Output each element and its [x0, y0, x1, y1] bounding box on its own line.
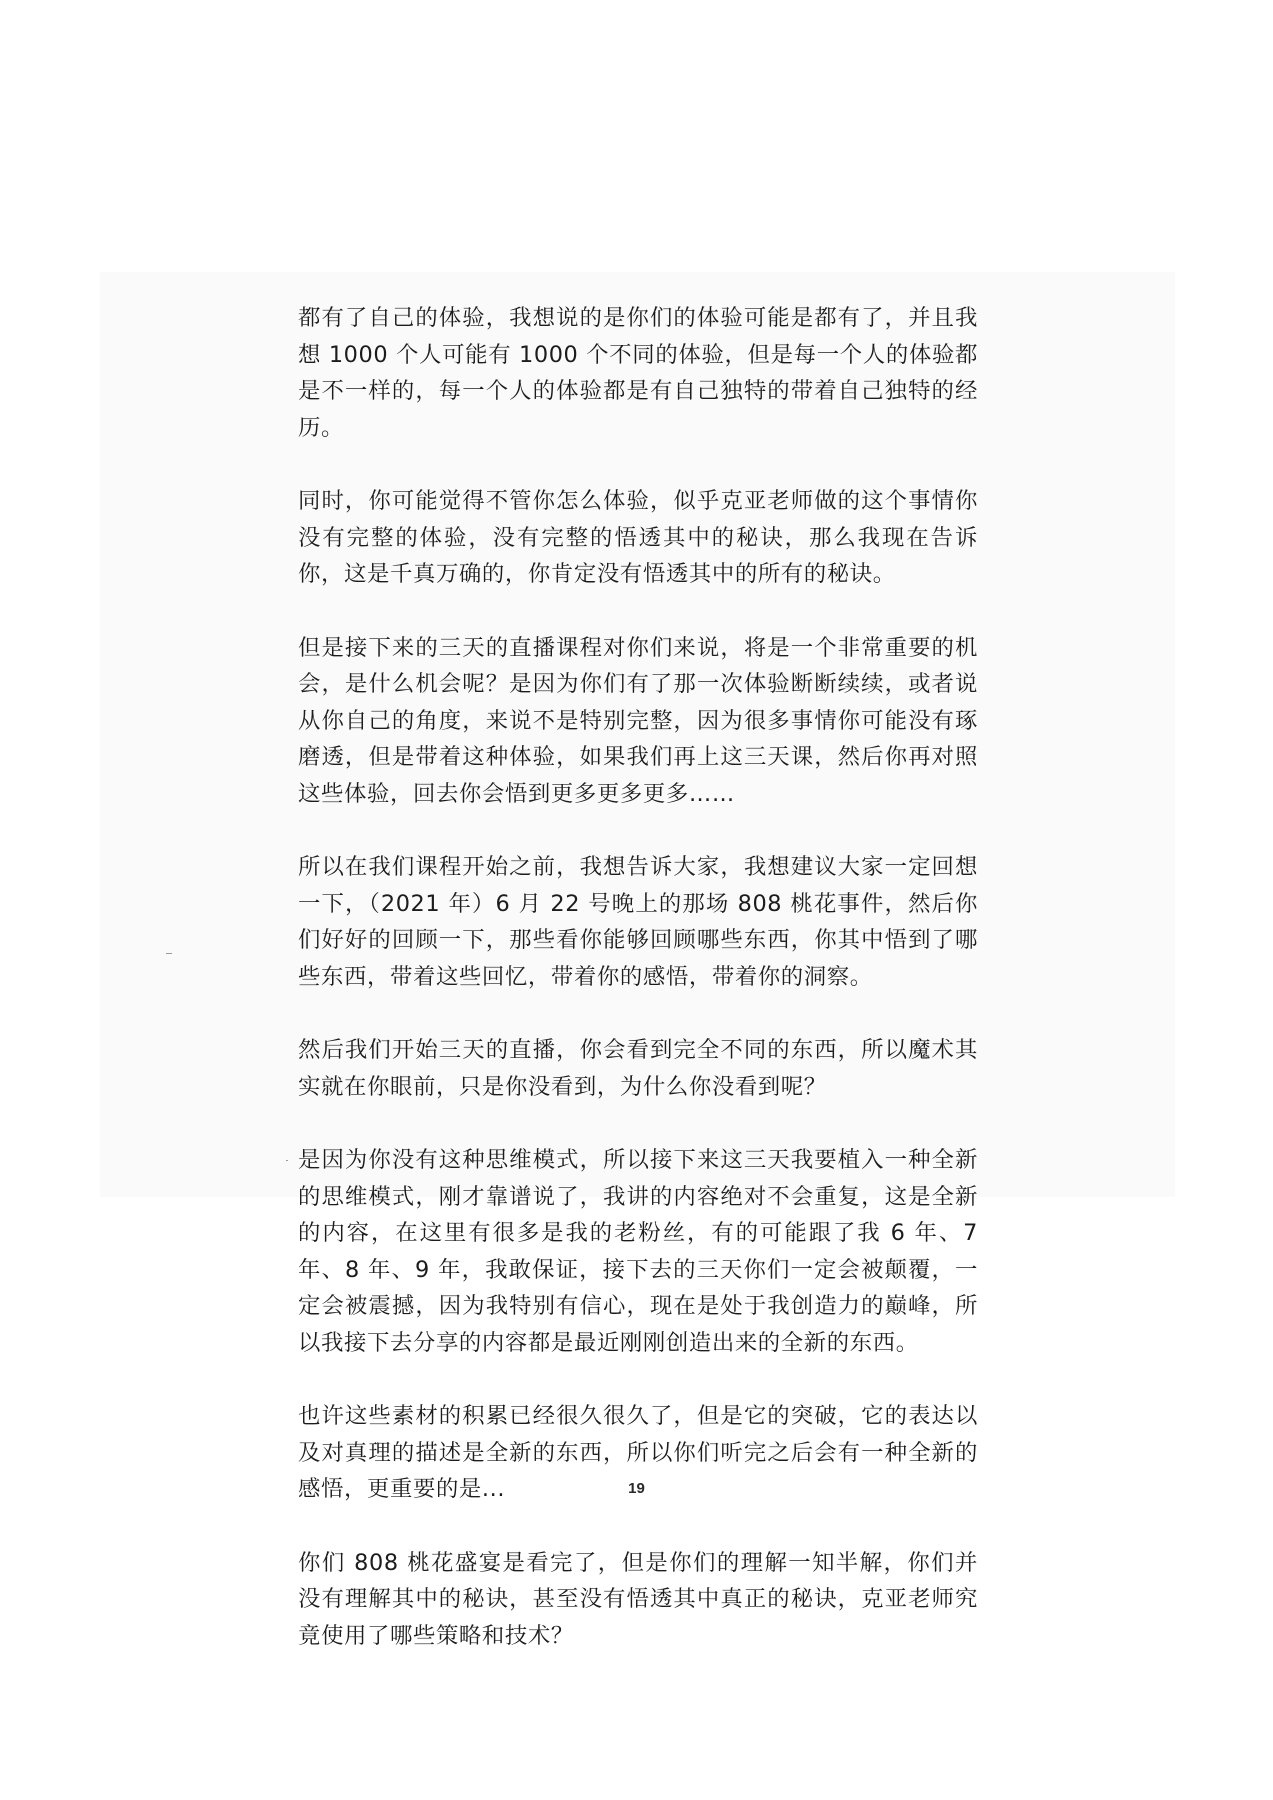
scan-speck	[166, 953, 172, 954]
page-number: 19	[628, 1480, 645, 1497]
scan-speck	[286, 1160, 288, 1161]
paragraph-5: 然后我们开始三天的直播，你会看到完全不同的东西，所以魔术其实就在你眼前，只是你没看到，为什么你没看到呢？	[298, 1037, 978, 1100]
paragraph-3: 但是接下来的三天的直播课程对你们来说，将是一个非常重要的机会，是什么机会呢？是因为你们有了那一次体验断断续续，或者说从你自己的角度，来说不是特别完整，因为很多事情你可能没有琢磨透，但是带着这种体验，如果我们再上这三天课，然后你再对照这些体验，回去你会悟到更多更多更多……	[298, 634, 978, 807]
paragraph-4: 所以在我们课程开始之前，我想告诉大家，我想建议大家一定回想一下，（2021 年）6 月 22 号晚上的那场 808 桃花事件，然后你们好好的回顾一下，那些看你能够回顾哪些东西，你其中悟到了哪些东西，带着这些回忆，带着你的感悟，带着你的洞察。	[298, 854, 978, 990]
paragraph-8: 你们 808 桃花盛宴是看完了，但是你们的理解一知半解，你们并没有理解其中的秘诀，甚至没有悟透其中真正的秘诀，克亚老师究竟使用了哪些策略和技术？	[298, 1549, 978, 1649]
paragraph-7: 也许这些素材的积累已经很久很久了，但是它的突破，它的表达以及对真理的描述是全新的东西，所以你们听完之后会有一种全新的感悟，更重要的是...	[298, 1403, 978, 1502]
paragraph-6: 是因为你没有这种思维模式，所以接下来这三天我要植入一种全新的思维模式，刚才靠谱说了，我讲的内容绝对不会重复，这是全新的内容，在这里有很多是我的老粉丝，有的可能跟了我 6 年、7 年、8 年、9 年，我敢保证，接下去的三天你们一定会被颠覆，一定会被震撼，因为我特别有信心，现在是处于我创造力的巅峰，所以我接下去分享的内容都是最近刚刚创造出来的全新的东西。	[298, 1147, 978, 1356]
paragraph-1: 都有了自己的体验，我想说的是你们的体验可能是都有了，并且我想 1000 个人可能有 1000 个不同的体验，但是每一个人的体验都是不一样的，每一个人的体验都是有自己独特的带着自己独特的经历。	[298, 305, 978, 441]
paragraph-2: 同时，你可能觉得不管你怎么体验，似乎克亚老师做的这个事情你没有完整的体验，没有完整的悟透其中的秘诀，那么我现在告诉你，这是千真万确的，你肯定没有悟透其中的所有的秘诀。	[298, 488, 978, 587]
